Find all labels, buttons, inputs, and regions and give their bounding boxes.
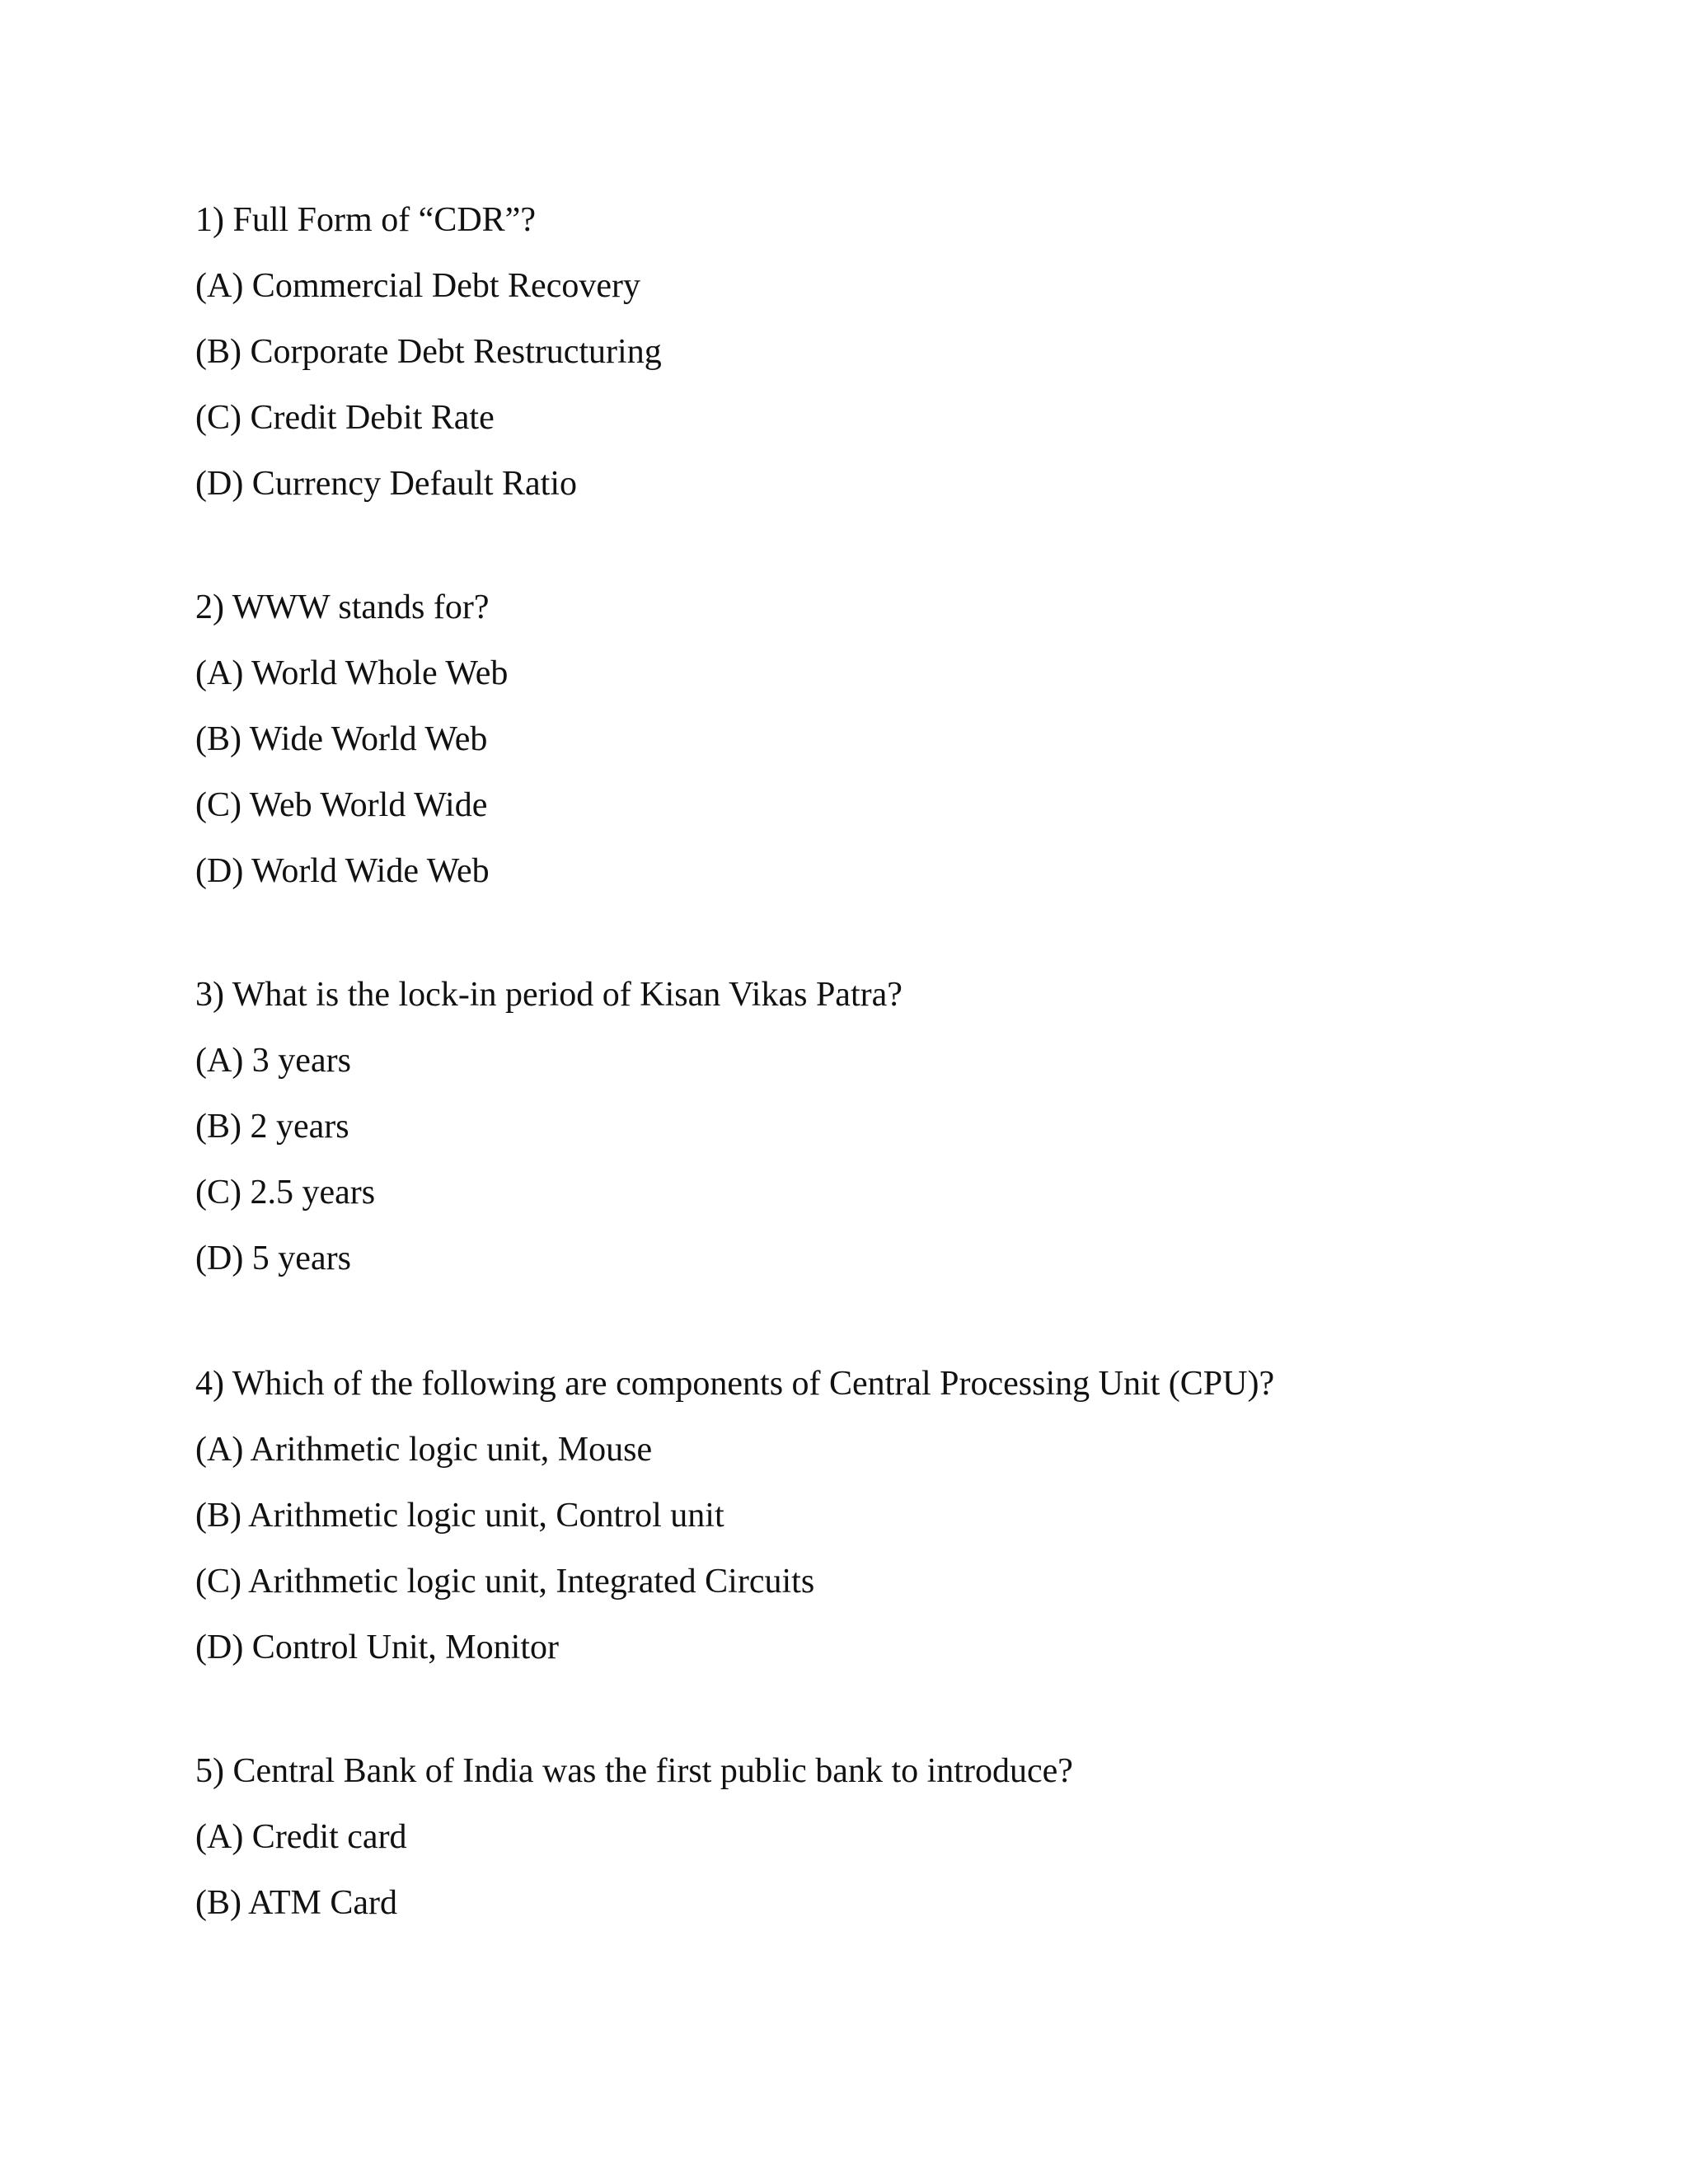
- option-c: (C) 2.5 years: [195, 1174, 376, 1212]
- question-prompt: 2) WWW stands for?: [195, 588, 490, 626]
- question-1: [195, 203, 1638, 501]
- question-prompt: 3) What is the lock-in period of Kisan Vikas Patra?: [195, 976, 903, 1014]
- option-a: (A) Commercial Debt Recovery: [195, 267, 640, 305]
- option-d: (D) Control Unit, Monitor: [195, 1629, 559, 1666]
- option-d: (D) Currency Default Ratio: [195, 465, 578, 503]
- option-a: (A) Arithmetic logic unit, Mouse: [195, 1431, 653, 1469]
- option-b: (B) Arithmetic logic unit, Control unit: [195, 1497, 724, 1535]
- option-c: (C) Web World Wide: [195, 786, 488, 824]
- question-prompt: 5) Central Bank of India was the first public bank to introduce?: [195, 1752, 1073, 1790]
- option-b: (B) 2 years: [195, 1108, 349, 1146]
- option-d: (D) World Wide Web: [195, 852, 490, 890]
- option-b: (B) ATM Card: [195, 1884, 397, 1922]
- question-5: [195, 1754, 1638, 1920]
- question-3: [195, 977, 1638, 1276]
- option-c: (C) Credit Debit Rate: [195, 399, 495, 437]
- question-2: [195, 590, 1638, 888]
- option-a: (A) 3 years: [195, 1042, 351, 1080]
- question-prompt: 1) Full Form of “CDR”?: [195, 201, 536, 239]
- option-b: (B) Wide World Web: [195, 720, 488, 758]
- option-a: (A) World Whole Web: [195, 654, 509, 692]
- option-b: (B) Corporate Debt Restructuring: [195, 333, 662, 371]
- option-a: (A) Credit card: [195, 1818, 407, 1856]
- question-prompt: 4) Which of the following are components of Central Processing Unit (CPU)?: [195, 1365, 1275, 1403]
- option-d: (D) 5 years: [195, 1240, 351, 1277]
- option-c: (C) Arithmetic logic unit, Integrated Circuits: [195, 1563, 815, 1601]
- question-4: [195, 1366, 1638, 1665]
